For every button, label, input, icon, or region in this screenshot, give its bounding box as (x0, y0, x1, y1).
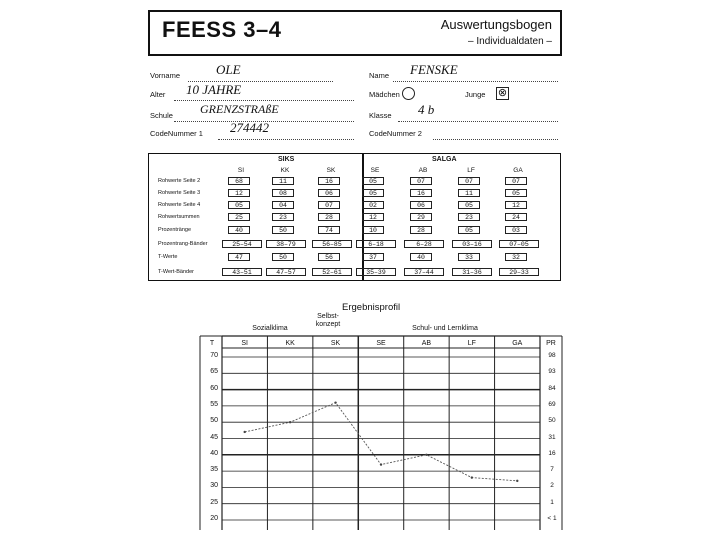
form-title: FEESS 3–4 (162, 17, 282, 42)
table-cell[interactable]: 40 (228, 226, 250, 234)
table-cell[interactable]: 37 (362, 253, 384, 261)
t-tick-label: 30 (210, 482, 218, 490)
t-tick-label: 60 (210, 384, 218, 392)
profile-title: Ergebnisprofil (342, 302, 401, 313)
group-salga: SALGA (432, 156, 457, 163)
junge-checkbox-checked[interactable]: ⊗ (497, 87, 508, 99)
pr-tick-label: 2 (550, 482, 554, 490)
name-value[interactable]: FENSKE (410, 62, 458, 77)
name-label: Name (369, 71, 390, 80)
table-cell[interactable]: 50 (272, 253, 294, 261)
code2-label: CodeNummer 2 (369, 129, 422, 138)
label-selbstkonzept: Selbst- konzept (315, 313, 341, 328)
profile-col-si: SI (241, 340, 249, 347)
table-cell[interactable]: 11 (272, 177, 294, 185)
table-row-label: T-Wert-Bänder (158, 269, 194, 275)
pr-tick-label: 84 (548, 384, 556, 392)
table-cell[interactable]: 50 (272, 226, 294, 234)
vorname-label: Vorname (150, 71, 181, 80)
table-cell[interactable]: 25 (228, 213, 250, 221)
t-tick-label: 65 (210, 368, 218, 376)
t-axis-label: T (209, 340, 215, 347)
label-schulklima: Schul- und Lernklima (412, 325, 478, 332)
junge-label: Junge (465, 90, 486, 99)
table-cell[interactable]: 33 (458, 253, 480, 261)
t-tick-label: 70 (210, 352, 218, 359)
table-cell[interactable]: 43–51 (222, 268, 262, 276)
t-tick-label: 20 (210, 515, 218, 522)
profile-point-lf (471, 476, 473, 478)
pr-tick-label: 50 (548, 417, 556, 425)
vorname-value[interactable]: OLE (216, 62, 241, 77)
table-cell[interactable]: 07 (458, 177, 480, 185)
table-cell[interactable]: 23 (272, 213, 294, 221)
pr-tick-label: 1 (550, 498, 554, 506)
profile-point-se (380, 463, 382, 465)
table-cell[interactable]: 07 (318, 201, 340, 209)
table-cell[interactable]: 29 (410, 213, 432, 221)
table-cell[interactable]: 05 (505, 189, 527, 197)
table-cell[interactable]: 40 (410, 253, 432, 261)
code1-label: CodeNummer 1 (150, 129, 203, 138)
table-row-label: Rohwerte Seite 2 (158, 178, 201, 184)
table-cell[interactable]: 16 (410, 189, 432, 197)
table-cell[interactable]: 29–33 (499, 268, 539, 276)
table-cell[interactable]: 47–57 (266, 268, 306, 276)
profile-col-sk: SK (330, 340, 341, 347)
table-cell[interactable]: 02 (362, 201, 384, 209)
t-tick-label: 35 (210, 466, 218, 474)
schule-label: Schule (150, 111, 173, 120)
schule-value[interactable]: GRENZSTRAßE (200, 102, 279, 116)
pr-tick-label: 7 (550, 466, 554, 474)
table-cell[interactable]: 38–79 (266, 240, 306, 248)
table-cell[interactable]: 16 (318, 177, 340, 185)
profile-point-si (244, 431, 246, 433)
table-cell[interactable]: 52–61 (312, 268, 352, 276)
t-tick-label: 45 (210, 433, 218, 441)
klasse-value[interactable]: 4 b (418, 102, 435, 117)
t-tick-label: 55 (210, 400, 218, 408)
table-cell[interactable]: 28 (410, 226, 432, 234)
table-cell[interactable]: 12 (228, 189, 250, 197)
table-col-kk: KK (280, 167, 290, 174)
table-cell[interactable]: 6–18 (356, 240, 396, 248)
profile-col-ga: GA (512, 340, 523, 347)
profile-col-ab: AB (421, 340, 432, 347)
table-cell[interactable]: 24 (505, 213, 527, 221)
pr-tick-label: 98 (548, 352, 556, 359)
table-col-ab: AB (418, 167, 428, 174)
table-cell[interactable]: 35–39 (356, 268, 396, 276)
label-sozialklima: Sozialklima (252, 325, 288, 332)
table-cell[interactable]: 31–36 (452, 268, 492, 276)
table-cell[interactable]: 05 (362, 177, 384, 185)
table-cell[interactable]: 05 (458, 201, 480, 209)
table-cell[interactable]: 56 (318, 253, 340, 261)
table-cell[interactable]: 10 (362, 226, 384, 234)
subtitle-line-2: – Individualdaten – (468, 36, 552, 47)
alter-value[interactable]: 10 JAHRE (186, 82, 242, 97)
pr-tick-label: 16 (548, 449, 556, 457)
table-cell[interactable]: 47 (228, 253, 250, 261)
profile-col-kk: KK (285, 340, 295, 347)
profile-point-ga (516, 480, 518, 482)
pr-tick-label: < 1 (547, 515, 557, 522)
table-cell[interactable]: 74 (318, 226, 340, 234)
table-col-si: SI (237, 167, 245, 174)
table-cell[interactable]: 11 (458, 189, 480, 197)
table-cell[interactable]: 06 (410, 201, 432, 209)
profile-col-lf: LF (467, 340, 476, 347)
table-cell[interactable]: 07 (410, 177, 432, 185)
table-cell[interactable]: 07 (505, 177, 527, 185)
table-cell[interactable]: 05 (228, 201, 250, 209)
table-cell[interactable]: 08 (272, 189, 294, 197)
klasse-label: Klasse (369, 111, 392, 120)
pr-tick-label: 31 (548, 433, 556, 441)
profile-point-kk (289, 421, 291, 423)
subtitle-line-1: Auswertungsbogen (440, 17, 552, 32)
profile-series-line (245, 403, 518, 481)
profile-point-ab (425, 454, 427, 456)
table-cell[interactable]: 12 (505, 201, 527, 209)
table-cell[interactable]: 04 (272, 201, 294, 209)
table-col-ga: GA (513, 167, 523, 174)
table-col-se: SE (370, 167, 380, 174)
table-row-label: Prozentränge (158, 227, 192, 233)
profile-col-se: SE (376, 340, 386, 347)
t-tick-label: 50 (210, 417, 218, 425)
code1-value[interactable]: 274442 (230, 120, 269, 135)
table-row-label: Prozentrang-Bänder (158, 241, 208, 247)
pr-tick-label: 93 (548, 368, 556, 376)
pr-tick-label: 69 (548, 400, 556, 408)
table-cell[interactable]: 03 (505, 226, 527, 234)
table-col-sk: SK (326, 167, 336, 174)
table-cell[interactable]: 03–16 (452, 240, 492, 248)
maedchen-label: Mädchen (369, 90, 400, 99)
group-siks: SIKS (278, 156, 295, 163)
table-row-label: T-Werte (158, 254, 178, 260)
table-cell[interactable]: 37–44 (404, 268, 444, 276)
t-tick-label: 40 (210, 449, 218, 457)
table-cell[interactable]: 32 (505, 253, 527, 261)
table-row-label: Rohwerte Seite 4 (158, 202, 201, 208)
table-row-label: Rohwertsummen (158, 214, 200, 220)
table-cell[interactable]: 07–05 (499, 240, 539, 248)
t-tick-label: 25 (210, 498, 218, 506)
profile-point-sk (334, 401, 336, 403)
table-col-lf: LF (467, 167, 475, 174)
table-cell[interactable]: 6–28 (404, 240, 444, 248)
table-cell[interactable]: 12 (362, 213, 384, 221)
table-cell[interactable]: 05 (362, 189, 384, 197)
table-cell[interactable]: 25–54 (222, 240, 262, 248)
pr-axis-label: PR (546, 340, 556, 347)
alter-label: Alter (150, 90, 166, 99)
table-cell[interactable]: 23 (458, 213, 480, 221)
table-cell[interactable]: 06 (318, 189, 340, 197)
table-cell[interactable]: 56–85 (312, 240, 352, 248)
table-cell[interactable]: 28 (318, 213, 340, 221)
table-row-label: Rohwerte Seite 3 (158, 190, 201, 196)
table-cell[interactable]: 05 (458, 226, 480, 234)
table-cell[interactable]: 68 (228, 177, 250, 185)
